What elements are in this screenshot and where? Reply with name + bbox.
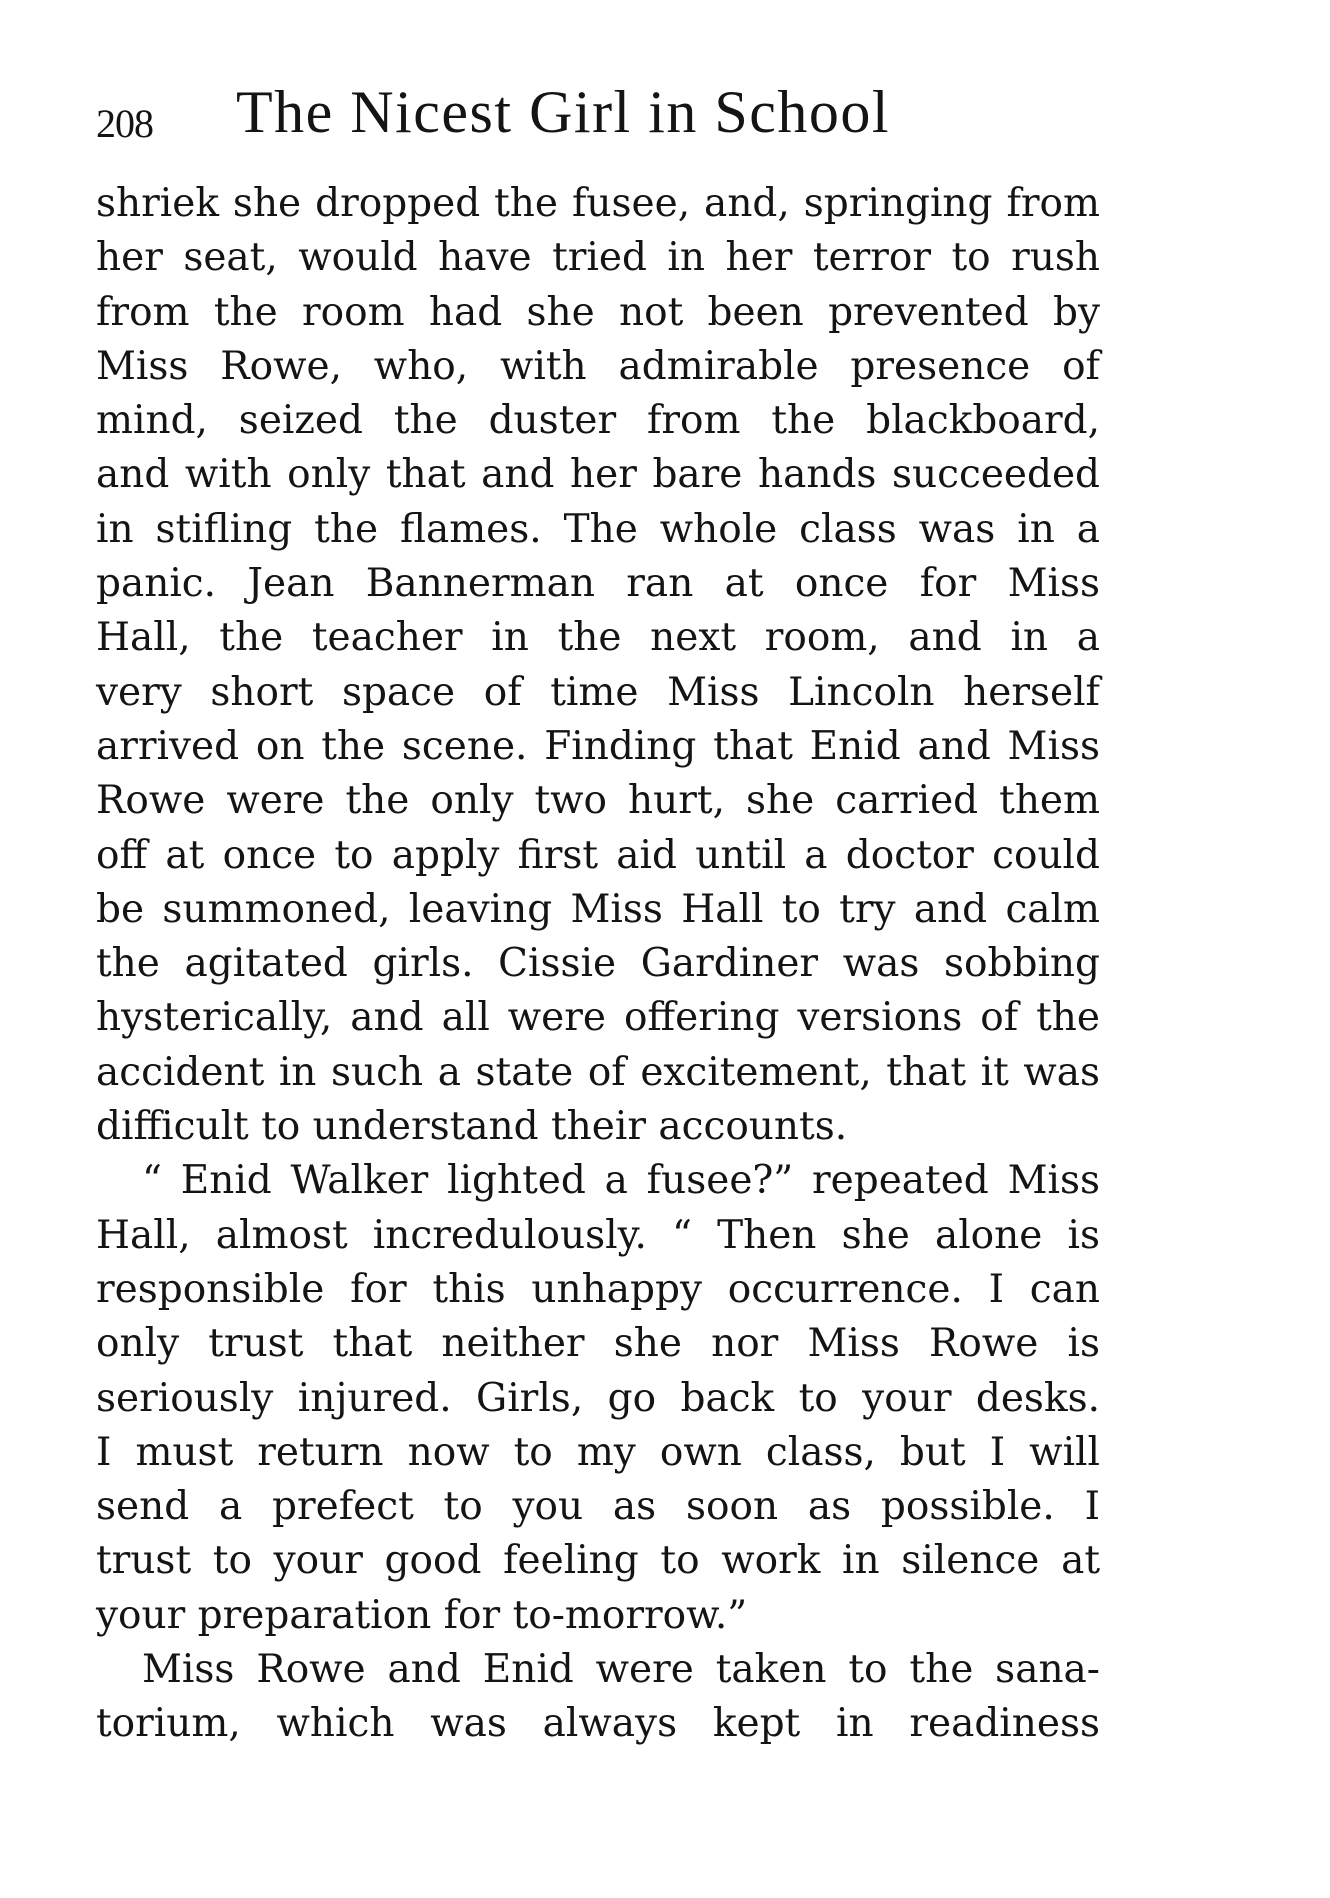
body-text xyxy=(96,177,1100,1752)
text-line: torium, which was always kept in readiness xyxy=(96,1701,1100,1747)
text-line: arrived on the scene. Finding that Enid and Miss xyxy=(96,723,1100,769)
text-line: send a prefect to you as soon as possible. I xyxy=(96,1484,1100,1530)
text-line: Miss Rowe, who, with admirable presence of xyxy=(96,343,1100,389)
page-number: 208 xyxy=(96,101,153,146)
text-line: her seat, would have tried in her terror to rush xyxy=(96,235,1100,281)
running-head xyxy=(96,78,1106,158)
text-line: very short space of time Miss Lincoln herself xyxy=(96,669,1100,715)
text-line: difficult to understand their accounts. xyxy=(96,1104,848,1150)
text-line: “ Enid Walker lighted a fusee?” repeated Miss xyxy=(142,1158,1100,1204)
text-line: shriek she dropped the fusee, and, springing from xyxy=(96,181,1100,226)
text-line: Miss Rowe and Enid were taken to the sana- xyxy=(142,1647,1100,1693)
text-line: and with only that and her bare hands succeeded xyxy=(96,452,1100,498)
text-line: responsible for this unhappy occurrence. I can xyxy=(96,1266,1100,1312)
text-line: from the room had she not been prevented by xyxy=(96,289,1100,335)
text-line: hysterically, and all were offering versions of the xyxy=(96,995,1100,1041)
text-line: Rowe were the only two hurt, she carried them xyxy=(96,778,1100,824)
text-line: only trust that neither she nor Miss Rowe is xyxy=(96,1321,1100,1367)
text-line: the agitated girls. Cissie Gardiner was sobbing xyxy=(96,941,1100,987)
text-line: off at once to apply first aid until a doctor could xyxy=(96,832,1100,878)
text-line: in stifling the flames. The whole class was in a xyxy=(96,506,1100,552)
text-line: Hall, the teacher in the next room, and in a xyxy=(96,615,1100,661)
text-line: Hall, almost incredulously. “ Then she alone is xyxy=(96,1212,1100,1258)
text-line: seriously injured. Girls, go back to your desks. xyxy=(96,1375,1100,1421)
text-line: trust to your good feeling to work in silence at xyxy=(96,1538,1100,1584)
text-line: panic. Jean Bannerman ran at once for Miss xyxy=(96,561,1100,607)
text-line: accident in such a state of excitement, that it was xyxy=(96,1049,1100,1095)
text-line: be summoned, leaving Miss Hall to try and calm xyxy=(96,886,1100,932)
book-title: The Nicest Girl in School xyxy=(236,79,891,145)
text-line: mind, seized the duster from the blackboard, xyxy=(96,398,1100,444)
text-line: I must return now to my own class, but I will xyxy=(96,1429,1100,1475)
text-line: your preparation for to-morrow.” xyxy=(96,1592,748,1638)
